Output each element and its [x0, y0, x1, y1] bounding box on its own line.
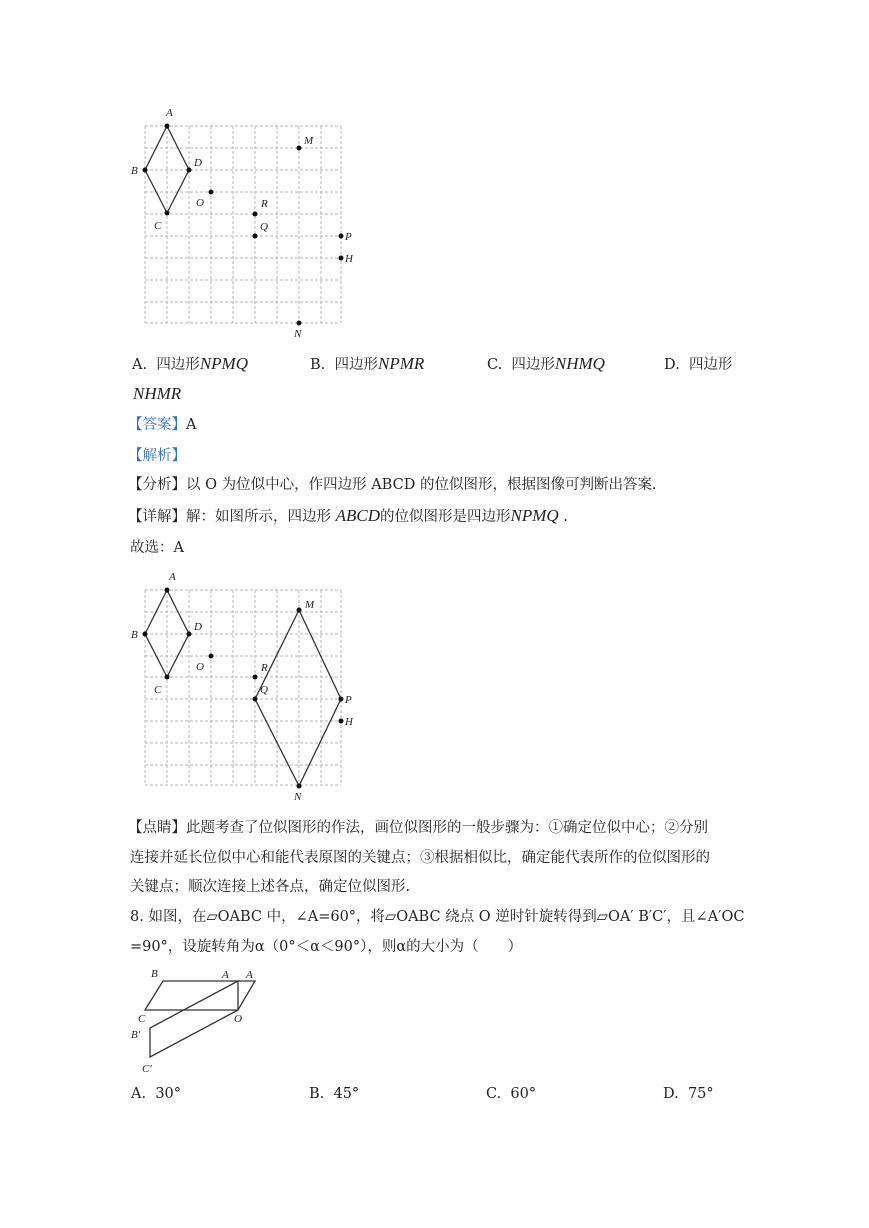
svg-text:A: A — [166, 107, 173, 119]
dianjing-line-3: 关键点；顺次连接上述各点，确定位似图形. — [130, 879, 411, 895]
svg-text:A: A — [169, 571, 176, 583]
xiangjie-line: 【详解】解：如图所示，四边形 ABCD的位似图形是四边形NPMQ . — [128, 506, 568, 525]
svg-text:R: R — [261, 198, 268, 210]
svg-text:C: C — [154, 684, 162, 696]
svg-text:H: H — [345, 253, 353, 265]
svg-text:H: H — [345, 716, 353, 728]
q8-option-c: C. 60° — [486, 1086, 537, 1102]
svg-text:C: C — [138, 1013, 146, 1025]
option-c: C. 四边形NHMQ — [487, 354, 605, 373]
svg-text:B: B — [131, 165, 138, 177]
svg-text:N: N — [294, 791, 302, 803]
q8-option-b: B. 45° — [309, 1086, 360, 1102]
svg-text:P: P — [345, 231, 352, 243]
svg-text:C′: C′ — [142, 1063, 152, 1075]
analysis-tag: 【解析】 — [128, 448, 186, 464]
option-d-name: NHMR — [133, 384, 182, 403]
q8-option-d: D. 75° — [663, 1086, 714, 1102]
svg-text:A: A — [222, 969, 229, 981]
option-a: A. 四边形NPMQ — [132, 354, 248, 373]
dianjing-line-1: 【点睛】此题考查了位似图形的作法，画位似图形的一般步骤为：①确定位似中心；②分别 — [128, 820, 708, 836]
option-d: D. 四边形 — [664, 357, 733, 373]
svg-text:B′: B′ — [131, 1029, 141, 1041]
svg-text:B: B — [131, 629, 138, 641]
svg-text:P: P — [345, 694, 352, 706]
option-b: B. 四边形NPMR — [310, 354, 425, 373]
svg-text:O: O — [196, 197, 204, 209]
svg-text:M: M — [304, 135, 314, 147]
svg-text:A: A — [246, 969, 253, 981]
dianjing-line-2: 连接并延长位似中心和能代表原图的关键点；③根据相似比，确定能代表所作的位似图形的 — [130, 850, 710, 866]
svg-text:Q: Q — [260, 221, 268, 233]
svg-text:D: D — [194, 157, 202, 169]
svg-text:M: M — [305, 599, 315, 611]
answer-line: 【答案】A — [128, 417, 197, 433]
svg-text:N: N — [294, 328, 302, 340]
q8-line-1: 8. 如图，在▱OABC 中，∠A=60°，将▱OABC 绕点 O 逆时针旋转得到▱OA′ B′C′，且∠A′OC — [130, 909, 745, 925]
svg-text:O: O — [234, 1013, 242, 1025]
svg-text:C: C — [154, 220, 162, 232]
svg-text:O: O — [196, 661, 204, 673]
svg-text:D: D — [194, 621, 202, 633]
svg-text:Q: Q — [260, 684, 268, 696]
q8-line-2: =90°，设旋转角为α（0°＜α＜90°），则α的大小为（ ） — [130, 939, 523, 955]
svg-text:B: B — [151, 968, 158, 980]
fenxi-line: 【分析】以 O 为位似中心，作四边形 ABCD 的位似图形，根据图像可判断出答案. — [128, 477, 657, 493]
guxuan-line: 故选：A — [130, 540, 184, 556]
q8-option-a: A. 30° — [131, 1086, 182, 1102]
svg-text:R: R — [261, 662, 268, 674]
